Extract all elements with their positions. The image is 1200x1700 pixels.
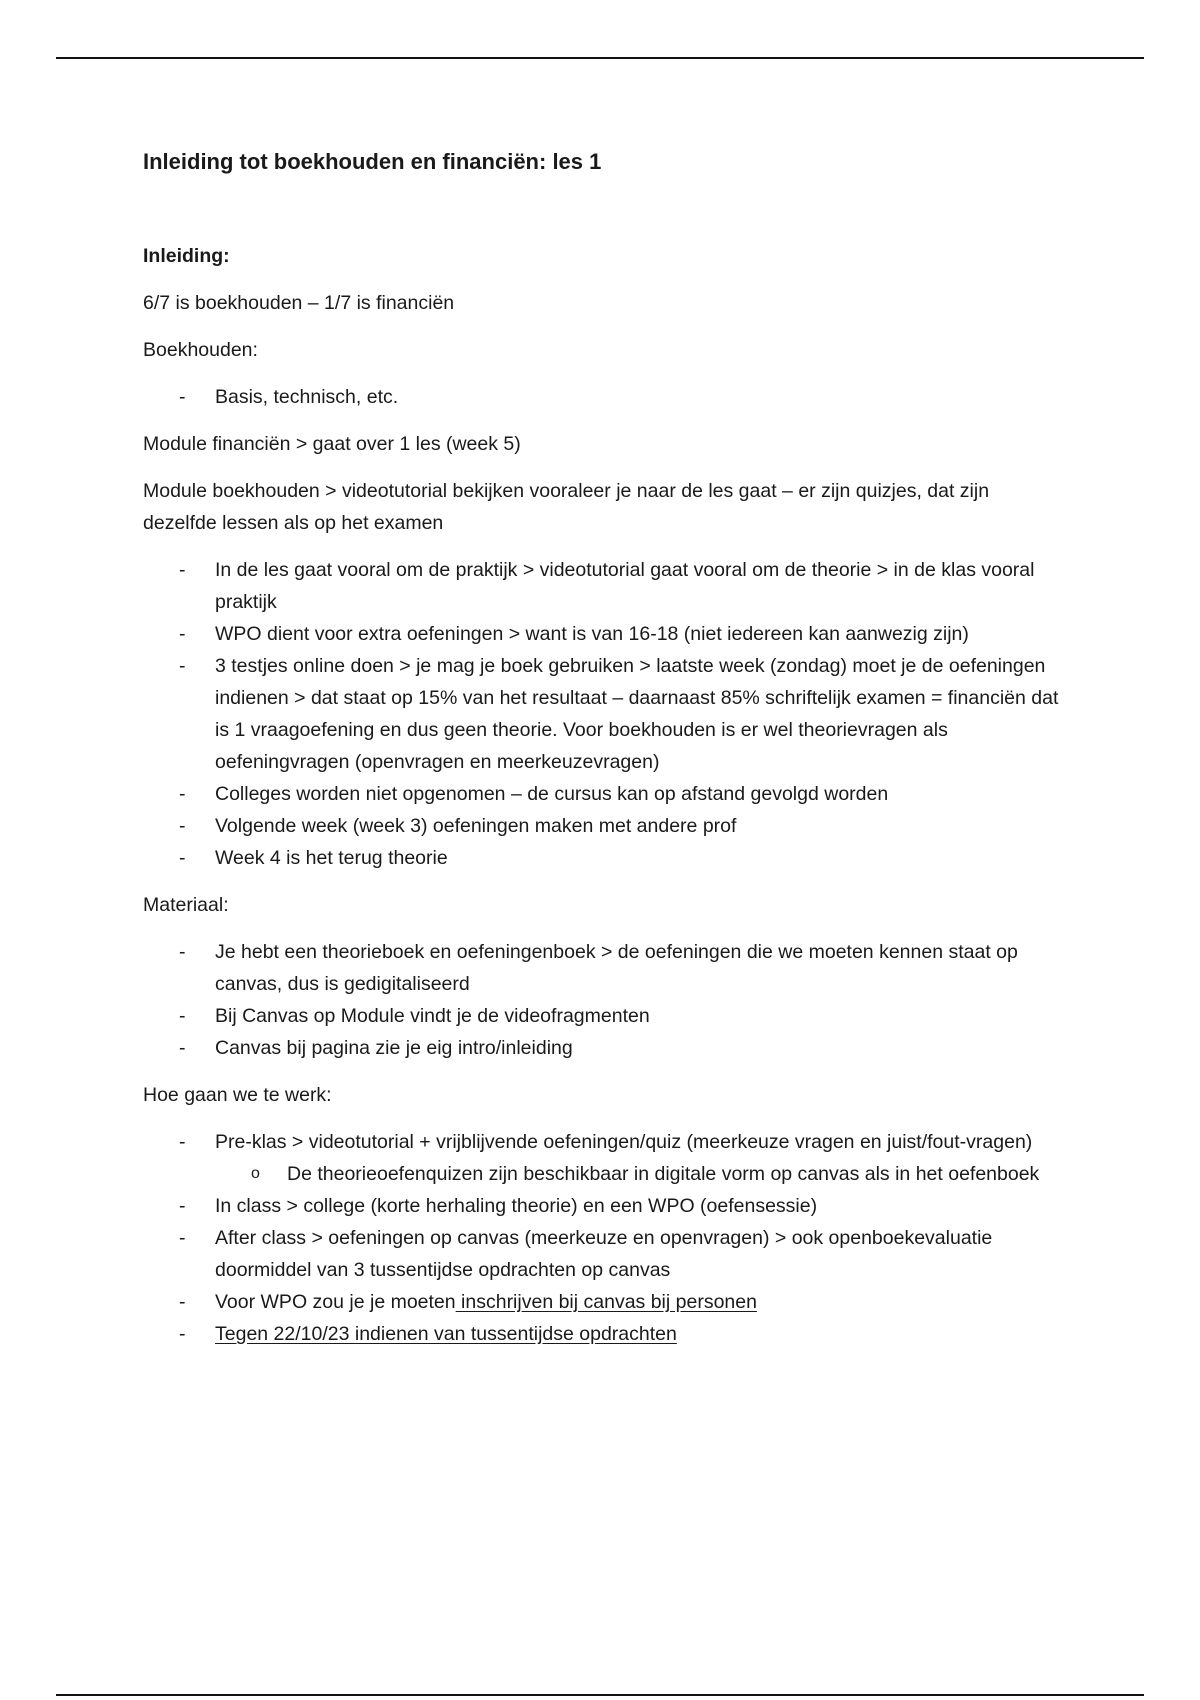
list-item: - 3 testjes online doen > je mag je boek gebruiken > laatste week (zondag) moet je de oefeningen indienen > dat staat op 15% van het resultaat – daarnaast 85% schriftelijk examen = financiën dat is 1 vraagoefening en dus geen theorie. Voor boekhouden is er wel theorievragen als oefeningvragen (openvragen en meerkeuzevragen) [215, 650, 1063, 778]
list-item: - Canvas bij pagina zie je eig intro/inleiding [215, 1032, 1063, 1064]
materiaal-label: Materiaal: [143, 894, 229, 916]
underlined-text: Tegen 22/10/23 indienen van tussentijdse opdrachten [215, 1323, 677, 1345]
sub-list-item: o De theorieoefenquizen zijn beschikbaar in digitale vorm op canvas als in het oefenboek [287, 1158, 1063, 1190]
list-item: - Volgende week (week 3) oefeningen maken met andere prof [215, 810, 1063, 842]
document-title: Inleiding tot boekhouden en financiën: les 1 [143, 149, 602, 174]
module-boekhouden-line: Module boekhouden > videotutorial bekijken vooraleer je naar de les gaat – er zijn quizjes, dat zijn dezelfde lessen als op het examen [143, 480, 990, 534]
list-item: - In de les gaat vooral om de praktijk > videotutorial gaat vooral om de theorie > in de klas vooral praktijk [215, 554, 1063, 618]
werk-sublist [215, 1158, 1063, 1190]
intro-heading: Inleiding: [143, 245, 230, 267]
list-item [215, 1318, 1063, 1350]
module-financien-line: Module financiën > gaat over 1 les (week 5) [143, 433, 521, 455]
footer-rule [56, 1694, 1144, 1696]
list-item: - Je hebt een theorieboek en oefeningenboek > de oefeningen die we moeten kennen staat op canvas, dus is gedigitaliseerd [215, 936, 1063, 1000]
werk-item-text: Pre-klas > videotutorial + vrijblijvende oefeningen/quiz (meerkeuze vragen en juist/fout-vragen) [215, 1131, 1033, 1153]
ratio-line: 6/7 is boekhouden – 1/7 is financiën [143, 292, 455, 314]
list-item: - Basis, technisch, etc. [215, 381, 1063, 413]
list-item: - Bij Canvas op Module vindt je de videofragmenten [215, 1000, 1063, 1032]
werk-label: Hoe gaan we te werk: [143, 1084, 332, 1106]
list-item: - WPO dient voor extra oefeningen > want is van 16-18 (niet iedereen kan aanwezig zijn) [215, 618, 1063, 650]
underlined-text: inschrijven bij canvas bij personen [455, 1291, 757, 1313]
materiaal-list [143, 936, 1063, 1064]
module-list [143, 554, 1063, 874]
list-item: - In class > college (korte herhaling theorie) en een WPO (oefensessie) [215, 1190, 1063, 1222]
werk-item-prefix: Voor WPO zou je je moeten [215, 1291, 456, 1313]
werk-list [143, 1126, 1063, 1350]
list-item: - Week 4 is het terug theorie [215, 842, 1063, 874]
boekhouden-label: Boekhouden: [143, 339, 258, 361]
list-item: - Colleges worden niet opgenomen – de cursus kan op afstand gevolgd worden [215, 778, 1063, 810]
list-item [215, 1286, 1063, 1318]
list-item: - After class > oefeningen op canvas (meerkeuze en openvragen) > ook openboekevaluatie doormiddel van 3 tussentijdse opdrachten op canvas [215, 1222, 1063, 1286]
document-body [143, 140, 1063, 1365]
boekhouden-list [143, 381, 1063, 413]
list-item [215, 1126, 1063, 1190]
header-rule [56, 57, 1144, 59]
